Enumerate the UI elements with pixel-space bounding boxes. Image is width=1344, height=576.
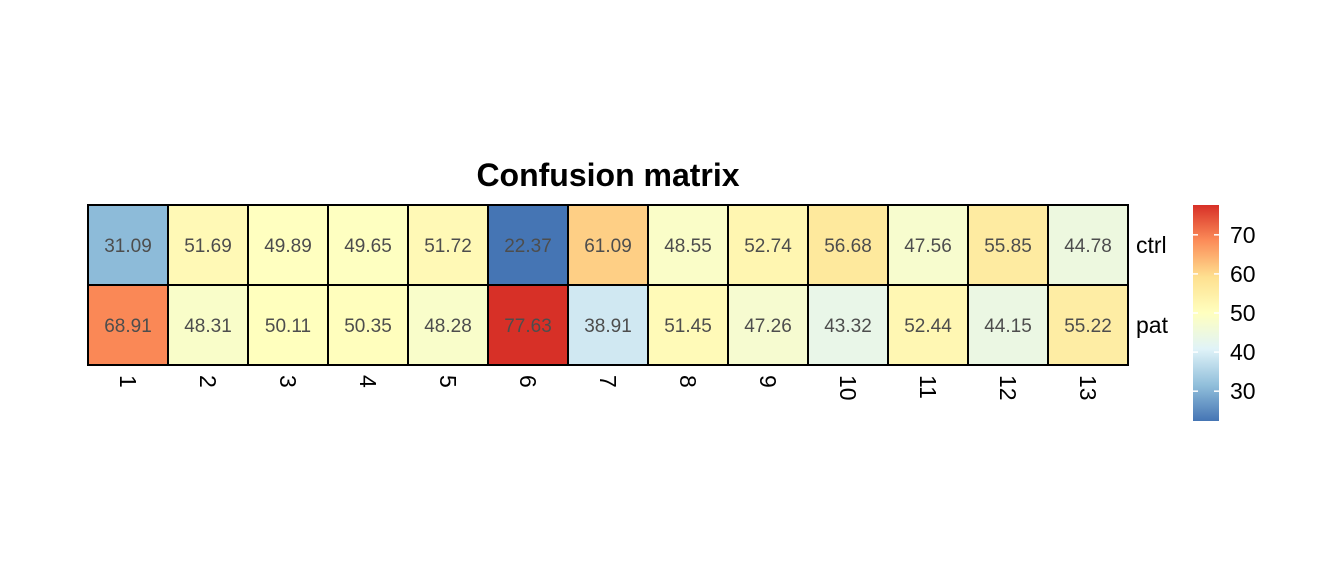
row-labels	[1136, 232, 1169, 338]
column-label: 13	[1075, 375, 1101, 401]
cell-value-label: 47.26	[744, 316, 792, 337]
chart-title: Confusion matrix	[476, 157, 740, 193]
column-label: 12	[995, 375, 1021, 401]
cell-value-label: 52.74	[744, 236, 792, 257]
column-label: 5	[435, 375, 461, 388]
cell-value-label: 22.37	[504, 236, 552, 257]
cell-value-label: 43.32	[824, 316, 872, 337]
column-labels	[115, 375, 1101, 401]
cell-value-label: 48.55	[664, 236, 712, 257]
cell-value-label: 55.22	[1064, 316, 1112, 337]
cell-value-label: 49.89	[264, 236, 312, 257]
cell-value-label: 52.44	[904, 316, 952, 337]
heatmap-cells	[88, 205, 1128, 365]
cell-value-label: 51.72	[424, 236, 472, 257]
cell-value-label: 50.35	[344, 316, 392, 337]
cell-value-label: 47.56	[904, 236, 952, 257]
row-label-ctrl: ctrl	[1136, 232, 1167, 258]
column-label: 6	[515, 375, 541, 388]
cell-value-label: 51.69	[184, 236, 232, 257]
colorbar-tick-label: 60	[1230, 260, 1256, 287]
colorbar-tick-label: 30	[1230, 378, 1256, 405]
cell-value-label: 49.65	[344, 236, 392, 257]
column-label: 1	[115, 375, 141, 388]
column-label: 10	[835, 375, 861, 401]
cell-value-label: 55.85	[984, 236, 1032, 257]
column-label: 7	[595, 375, 621, 388]
cell-value-label: 31.09	[104, 236, 152, 257]
cell-value-label: 38.91	[584, 316, 632, 337]
colorbar-tick-label: 50	[1230, 300, 1256, 326]
cell-value-label: 44.15	[984, 316, 1032, 337]
cell-value-label: 50.11	[264, 316, 312, 337]
column-label: 4	[355, 375, 381, 388]
cell-value-label: 61.09	[584, 236, 632, 257]
column-label: 11	[915, 375, 941, 399]
cell-value-label: 44.78	[1064, 236, 1112, 257]
cell-value-label: 48.31	[184, 316, 232, 337]
cell-value-label: 56.68	[824, 236, 872, 257]
colorbar-tick-label: 70	[1230, 221, 1256, 248]
cell-value-label: 77.63	[504, 316, 552, 337]
column-label: 9	[755, 375, 781, 388]
column-label: 8	[675, 375, 701, 388]
row-label-pat: pat	[1136, 312, 1168, 338]
colorbar-legend	[1193, 205, 1256, 421]
column-label: 2	[195, 375, 221, 388]
cell-value-label: 51.45	[664, 316, 712, 337]
cell-value-label: 48.28	[424, 316, 472, 337]
cell-value-label: 68.91	[104, 316, 152, 337]
column-label: 3	[275, 375, 301, 388]
colorbar-tick-label: 40	[1230, 339, 1256, 366]
